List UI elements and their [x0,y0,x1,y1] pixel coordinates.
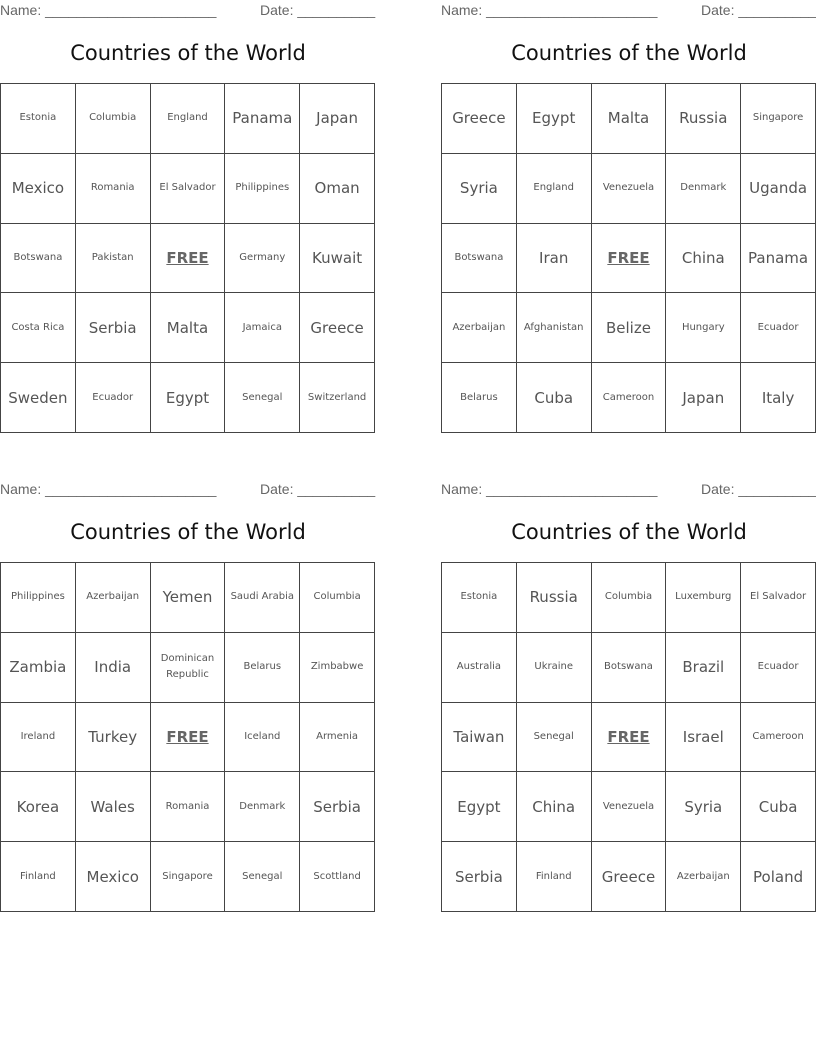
grid-row [1,84,375,154]
free-cell: FREE [591,223,666,293]
bingo-grid [441,562,816,912]
bingo-cell: Greece [442,84,517,154]
bingo-cell: Panama [225,84,300,154]
bingo-cell: Scottland [300,842,375,912]
bingo-cell: Cuba [741,772,816,842]
card-title: Countries of the World [511,41,747,65]
bingo-cell: Armenia [300,702,375,772]
bingo-cell: Romania [150,772,225,842]
bingo-cell: Hungary [666,293,741,363]
bingo-cell: Dominican Republic [150,632,225,702]
grid-row [442,563,816,633]
bingo-cell: Sweden [1,363,76,433]
bingo-cell: Malta [150,293,225,363]
bingo-cell: Turkey [75,702,150,772]
grid-row [442,223,816,293]
grid-row [442,632,816,702]
bingo-cell: Singapore [741,84,816,154]
bingo-cell: Ecuador [75,363,150,433]
date-field[interactable]: Date: __________ [701,481,816,497]
bingo-cell: Egypt [516,84,591,154]
bingo-cell: Philippines [225,153,300,223]
grid-row [442,772,816,842]
bingo-cell: Italy [741,363,816,433]
grid-row [1,842,375,912]
bingo-cell: Denmark [225,772,300,842]
bingo-cell: Botswana [442,223,517,293]
name-field[interactable]: Name: ______________________ [441,2,658,18]
bingo-cell: Venezuela [591,772,666,842]
bingo-card-3 [0,479,376,919]
grid-row [442,702,816,772]
bingo-cell: Philippines [1,563,76,633]
bingo-card-4 [441,479,816,919]
bingo-cell: Azerbaijan [666,842,741,912]
bingo-cell: Serbia [442,842,517,912]
bingo-cell: China [666,223,741,293]
bingo-cell: Zambia [1,632,76,702]
bingo-cell: Ireland [1,702,76,772]
bingo-cell: Belarus [225,632,300,702]
bingo-cell: Wales [75,772,150,842]
card-header [0,2,376,20]
date-field[interactable]: Date: __________ [260,481,376,497]
bingo-cell: Russia [516,563,591,633]
bingo-cell: Senegal [225,842,300,912]
bingo-cell: Serbia [300,772,375,842]
grid-row [442,363,816,433]
grid-row [442,293,816,363]
bingo-cell: Costa Rica [1,293,76,363]
bingo-cell: Ecuador [741,632,816,702]
bingo-cell: Azerbaijan [75,563,150,633]
grid-row [1,293,375,363]
name-field[interactable]: Name: ______________________ [441,481,658,497]
grid-row [1,563,375,633]
bingo-cell: Ukraine [516,632,591,702]
bingo-cell: Syria [442,153,517,223]
bingo-cell: Egypt [150,363,225,433]
grid-row [1,772,375,842]
bingo-cell: England [150,84,225,154]
bingo-cell: Switzerland [300,363,375,433]
bingo-cell: Cameroon [591,363,666,433]
grid-row [1,223,375,293]
bingo-cell: Malta [591,84,666,154]
bingo-cell: England [516,153,591,223]
bingo-cell: Finland [1,842,76,912]
bingo-cell: India [75,632,150,702]
bingo-cell: Russia [666,84,741,154]
free-cell: FREE [591,702,666,772]
bingo-cell: Greece [300,293,375,363]
bingo-grid [441,83,816,433]
card-title: Countries of the World [70,520,306,544]
bingo-cell: Brazil [666,632,741,702]
bingo-cell: Israel [666,702,741,772]
bingo-cell: Serbia [75,293,150,363]
bingo-cell: Botswana [1,223,76,293]
bingo-cell: Afghanistan [516,293,591,363]
bingo-cell: Cuba [516,363,591,433]
bingo-cell: Japan [300,84,375,154]
grid-row [1,153,375,223]
bingo-cell: Iceland [225,702,300,772]
bingo-cell: Finland [516,842,591,912]
card-header [441,481,816,499]
bingo-card-1 [0,0,376,440]
bingo-cell: Belarus [442,363,517,433]
bingo-cell: Luxemburg [666,563,741,633]
card-header [441,2,816,20]
grid-row [1,702,375,772]
bingo-cell: Panama [741,223,816,293]
grid-row [442,84,816,154]
bingo-cell: Saudi Arabia [225,563,300,633]
bingo-cell: Oman [300,153,375,223]
date-field[interactable]: Date: __________ [260,2,376,18]
bingo-grid [0,562,375,912]
bingo-cell: Senegal [516,702,591,772]
bingo-cell: Romania [75,153,150,223]
bingo-cell: Pakistan [75,223,150,293]
bingo-cell: Botswana [591,632,666,702]
bingo-cell: Kuwait [300,223,375,293]
bingo-cell: Columbia [591,563,666,633]
bingo-cell: Iran [516,223,591,293]
bingo-cell: Australia [442,632,517,702]
bingo-cell: Japan [666,363,741,433]
grid-row [442,153,816,223]
bingo-cell: China [516,772,591,842]
bingo-cell: Cameroon [741,702,816,772]
name-field[interactable]: Name: ______________________ [0,2,217,18]
free-cell: FREE [150,223,225,293]
bingo-card-2 [441,0,816,440]
bingo-cell: Korea [1,772,76,842]
bingo-cell: Syria [666,772,741,842]
free-cell: FREE [150,702,225,772]
grid-row [442,842,816,912]
bingo-cell: Columbia [75,84,150,154]
bingo-cell: Mexico [1,153,76,223]
bingo-cell: Uganda [741,153,816,223]
bingo-cell: Senegal [225,363,300,433]
bingo-grid [0,83,375,433]
bingo-cell: Germany [225,223,300,293]
bingo-cell: Columbia [300,563,375,633]
bingo-cell: Yemen [150,563,225,633]
card-title: Countries of the World [511,520,747,544]
name-field[interactable]: Name: ______________________ [0,481,217,497]
card-header [0,481,376,499]
bingo-cell: Poland [741,842,816,912]
date-field[interactable]: Date: __________ [701,2,816,18]
bingo-cell: Estonia [1,84,76,154]
bingo-cell: Ecuador [741,293,816,363]
grid-row [1,632,375,702]
bingo-cell: Mexico [75,842,150,912]
card-title: Countries of the World [70,41,306,65]
bingo-cell: Azerbaijan [442,293,517,363]
bingo-cell: El Salvador [741,563,816,633]
bingo-cell: Egypt [442,772,517,842]
bingo-cell: Belize [591,293,666,363]
bingo-cell: Denmark [666,153,741,223]
bingo-cell: Singapore [150,842,225,912]
bingo-cell: Zimbabwe [300,632,375,702]
grid-row [1,363,375,433]
bingo-cell: Estonia [442,563,517,633]
bingo-cell: Venezuela [591,153,666,223]
bingo-cell: El Salvador [150,153,225,223]
bingo-cell: Jamaica [225,293,300,363]
bingo-cell: Taiwan [442,702,517,772]
bingo-cell: Greece [591,842,666,912]
